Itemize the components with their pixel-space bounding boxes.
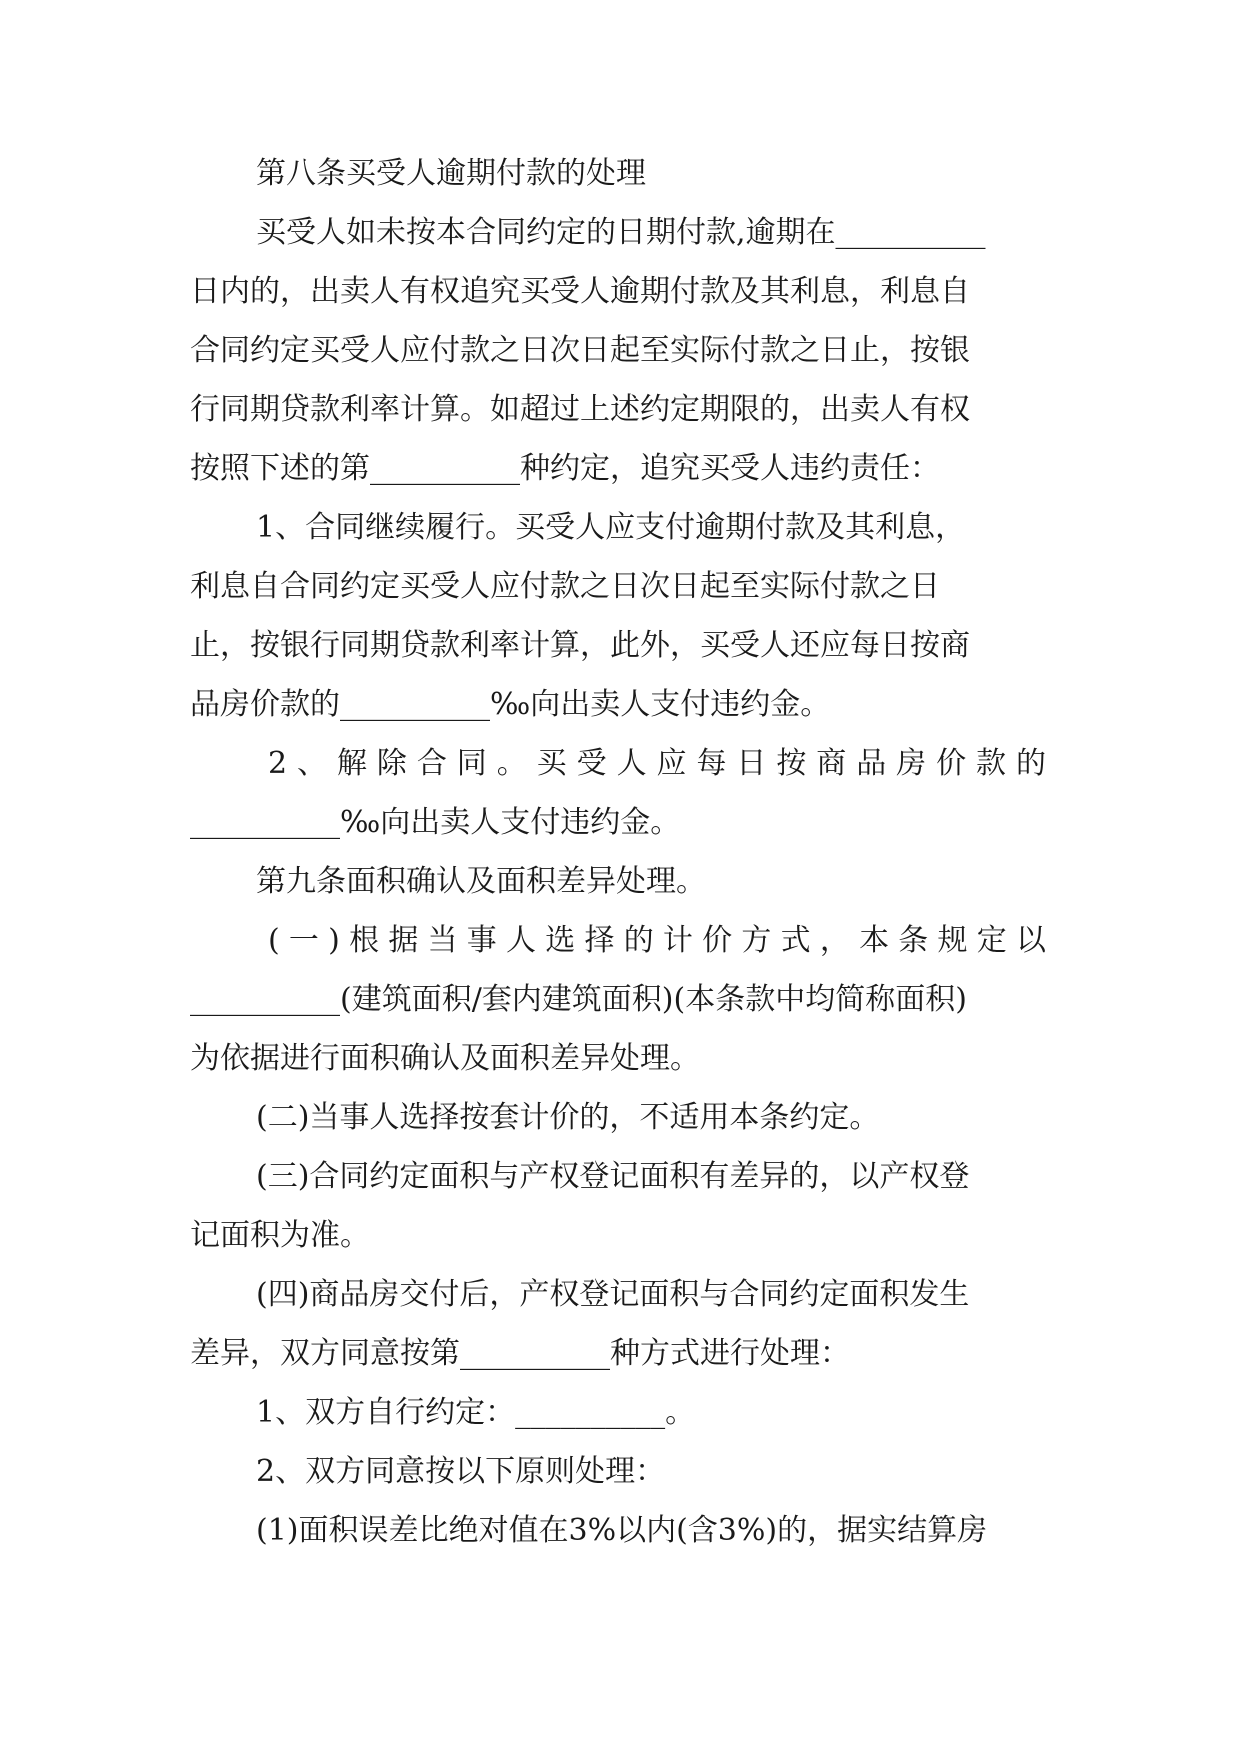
text-line: 1、合同继续履行。买受人应支付逾期付款及其利息，	[256, 510, 966, 545]
text-line: 行同期贷款利率计算。如超过上述约定期限的，出卖人有权	[190, 392, 970, 427]
text-line: 利息自合同约定买受人应付款之日次日起至实际付款之日	[190, 569, 940, 604]
text-line: 止，按银行同期贷款利率计算，此外，买受人还应每日按商	[190, 628, 970, 663]
text-line: 合同约定买受人应付款之日次日起至实际付款之日止，按银	[190, 333, 970, 368]
text-line: 日内的，出卖人有权追究买受人逾期付款及其利息，利息自	[190, 274, 970, 309]
text-line: 按照下述的第__________种约定，追究买受人违约责任：	[190, 451, 940, 486]
text-line: __________‰向出卖人支付违约金。	[190, 805, 681, 840]
text-line: 品房价款的__________‰向出卖人支付违约金。	[190, 687, 831, 722]
text-line: 为依据进行面积确认及面积差异处理。	[190, 1041, 700, 1076]
text-line: 买受人如未按本合同约定的日期付款,逾期在__________	[256, 215, 986, 250]
contract-body	[190, 155, 1046, 1571]
text-line: 差异，双方同意按第__________种方式进行处理：	[190, 1336, 850, 1371]
text-line: (1)面积误差比绝对值在3%以内(含3%)的，据实结算房	[256, 1513, 988, 1548]
article-9-heading: 第九条面积确认及面积差异处理。	[256, 864, 706, 899]
text-line: (一)根据当事人选择的计价方式，本条规定以	[268, 923, 1046, 958]
text-line: (四)商品房交付后，产权登记面积与合同约定面积发生	[256, 1277, 970, 1312]
text-line: 2、解除合同。买受人应每日按商品房价款的	[268, 746, 1046, 781]
text-line: (三)合同约定面积与产权登记面积有差异的，以产权登	[256, 1159, 970, 1194]
text-line: 2、双方同意按以下原则处理：	[256, 1454, 666, 1489]
text-line: (二)当事人选择按套计价的，不适用本条约定。	[256, 1100, 880, 1135]
text-line: __________(建筑面积/套内建筑面积)(本条款中均简称面积)	[190, 982, 967, 1017]
article-8-heading: 第八条买受人逾期付款的处理	[256, 156, 646, 191]
text-line: 1、双方自行约定：__________。	[256, 1395, 696, 1430]
text-line: 记面积为准。	[190, 1218, 370, 1253]
